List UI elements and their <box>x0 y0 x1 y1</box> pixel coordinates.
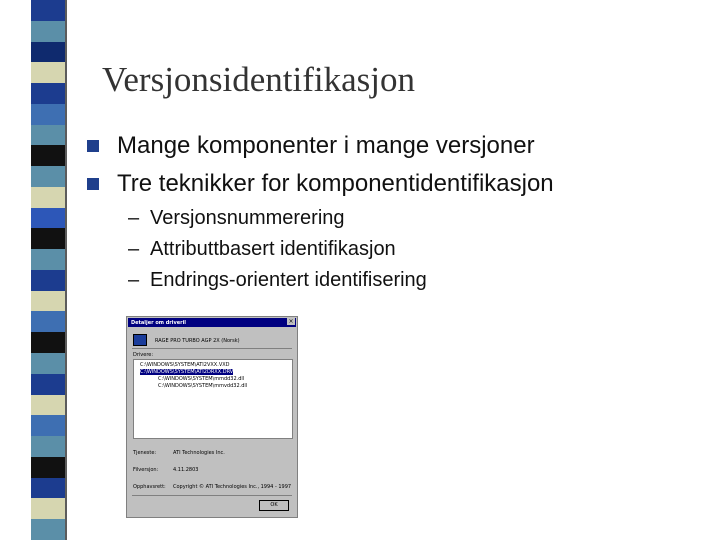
bullet-square-icon <box>87 140 99 152</box>
stripe-block <box>31 291 65 312</box>
stripe-block <box>31 519 65 540</box>
stripe-block <box>31 498 65 519</box>
stripe-block <box>31 478 65 499</box>
stripe-block <box>31 228 65 249</box>
stripe-block <box>31 270 65 291</box>
stripe-block <box>31 145 65 166</box>
stripe-block <box>31 208 65 229</box>
dash-marker: – <box>128 238 140 260</box>
stripe-block <box>31 21 65 42</box>
file-version-value: 4.11.2803 <box>173 467 199 473</box>
close-icon: × <box>288 318 294 325</box>
driver-file-row: C:\WINDOWS\SYSTEM\mmvdd32.dll <box>158 383 248 389</box>
dialog-title-bar <box>128 318 296 327</box>
stripe-block <box>31 436 65 457</box>
copyright-label: Opphavsrett: <box>133 484 166 490</box>
device-name: RAGE PRO TURBO AGP 2X (Norsk) <box>155 338 240 344</box>
file-version-field <box>133 467 199 473</box>
driver-details-dialog-screenshot <box>126 316 298 518</box>
sub-bullet-text: Versjonsnummerering <box>150 207 345 229</box>
bullet-item <box>87 127 554 165</box>
stripe-edge <box>65 0 67 540</box>
dash-marker: – <box>128 207 140 229</box>
bullet-list <box>87 127 554 203</box>
stripe-block <box>31 395 65 416</box>
dialog-divider <box>132 348 292 349</box>
sub-bullet-item <box>128 203 427 234</box>
dialog-title: Detaljer om driveril <box>131 319 187 326</box>
provider-label: Tjeneste: <box>133 450 157 456</box>
stripe-block <box>31 166 65 187</box>
slide-title: Versjonsidentifikasjon <box>102 60 416 99</box>
sub-bullet-item <box>128 265 427 296</box>
provider-field <box>133 450 225 456</box>
bullet-text: Tre teknikker for komponentidentifikasjon <box>117 170 554 197</box>
stripe-block <box>31 187 65 208</box>
stripe-block <box>31 332 65 353</box>
stripe-block <box>31 83 65 104</box>
stripe-block <box>31 311 65 332</box>
stripe-block <box>31 104 65 125</box>
stripe-block <box>31 374 65 395</box>
dash-marker: – <box>128 269 140 291</box>
sub-bullet-text: Attributtbasert identifikasjon <box>150 238 396 260</box>
stripe-block <box>31 353 65 374</box>
driver-file-list <box>133 359 293 439</box>
drivers-label: Drivere: <box>133 352 154 358</box>
ok-button: OK <box>259 500 289 511</box>
stripe-block <box>31 457 65 478</box>
sub-bullet-item <box>128 234 427 265</box>
driver-file-row: C:\WINDOWS\SYSTEM\mmdd32.dll <box>158 376 245 382</box>
provider-value: ATI Technologies Inc. <box>173 450 225 456</box>
stripe-block <box>31 42 65 63</box>
bullet-text: Mange komponenter i mange versjoner <box>117 132 535 159</box>
copyright-value: Copyright © ATI Technologies Inc., 1994 - 1997 <box>173 484 292 490</box>
stripe-block <box>31 249 65 270</box>
stripe-block <box>31 125 65 146</box>
stripe-block <box>31 0 65 21</box>
display-adapter-icon <box>133 334 147 346</box>
stripe-block <box>31 415 65 436</box>
bullet-item <box>87 165 554 203</box>
dialog-divider <box>132 495 292 496</box>
sub-bullet-text: Endrings-orientert identifisering <box>150 269 427 291</box>
stripe-block <box>31 62 65 83</box>
decorative-stripe <box>31 0 65 540</box>
driver-file-row: C:\WINDOWS\SYSTEM\ATI2VXX.VXD <box>140 362 230 368</box>
bullet-square-icon <box>87 178 99 190</box>
driver-file-row-selected: C:\WINDOWS\SYSTEM\ATI2DRXX.DRV <box>140 369 234 375</box>
file-version-label: Filversjon: <box>133 467 159 473</box>
sub-bullet-list <box>128 203 427 296</box>
copyright-field <box>133 484 292 490</box>
